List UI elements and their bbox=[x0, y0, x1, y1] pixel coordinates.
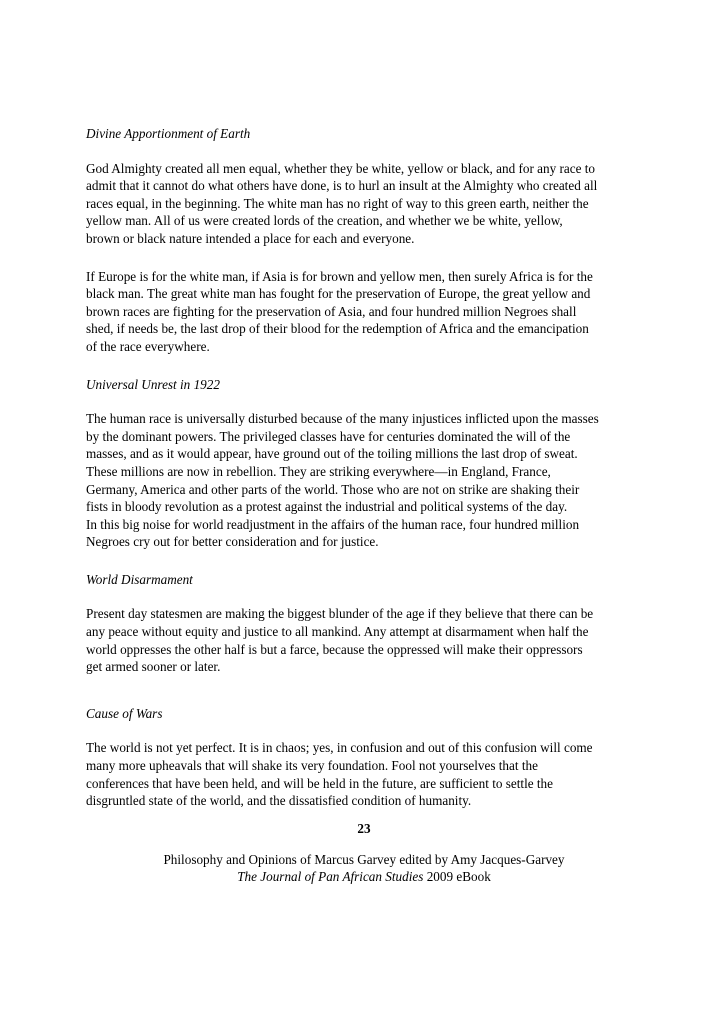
text-line: Negroes cry out for better consideration and for justice. bbox=[86, 534, 379, 550]
section-heading-divine-apportionment: Divine Apportionment of Earth bbox=[86, 126, 251, 141]
paragraph bbox=[86, 739, 646, 809]
text-line: disgruntled state of the world, and the dissatisfied condition of humanity. bbox=[86, 793, 472, 809]
text-line: brown or black nature intended a place for each and everyone. bbox=[86, 230, 415, 246]
paragraph bbox=[86, 268, 646, 356]
text-line: fists in bloody revolution as a protest against the industrial and political systems of the day. bbox=[86, 499, 568, 515]
paragraph bbox=[86, 410, 646, 551]
text-line: God Almighty created all men equal, whether they be white, yellow or black, and for any race to bbox=[86, 160, 596, 176]
text-line: get armed sooner or later. bbox=[86, 659, 221, 675]
text-line: shed, if needs be, the last drop of their blood for the redemption of Africa and the emancipation bbox=[86, 321, 589, 337]
text-line: brown races are fighting for the preservation of Asia, and four hundred million Negroes shall bbox=[86, 303, 577, 319]
section-heading-world-disarmament: World Disarmament bbox=[86, 571, 193, 587]
text-line: If Europe is for the white man, if Asia is for brown and yellow men, then surely Africa is for the bbox=[86, 268, 593, 284]
text-line: Germany, America and other parts of the world. Those who are not on strike are shaking their bbox=[86, 481, 580, 497]
text-line: These millions are now in rebellion. They are striking everywhere—in England, France, bbox=[86, 463, 551, 479]
text-line: by the dominant powers. The privileged classes have for centuries dominated the will of the bbox=[86, 428, 571, 444]
section-heading-cause-of-wars: Cause of Wars bbox=[86, 705, 163, 721]
footer-journal-line bbox=[0, 868, 728, 886]
text-line: The world is not yet perfect. It is in chaos; yes, in confusion and out of this confusion will come bbox=[86, 740, 593, 756]
document-body bbox=[86, 125, 646, 810]
text-line: any peace without equity and justice to all mankind. Any attempt at disarmament when half the bbox=[86, 624, 589, 640]
text-line: of the race everywhere. bbox=[86, 338, 210, 354]
text-line: admit that it cannot do what others have done, is to hurl an insult at the Almighty who created all bbox=[86, 178, 598, 194]
paragraph bbox=[86, 160, 646, 248]
text-line: In this big noise for world readjustment in the affairs of the human race, four hundred million bbox=[86, 516, 580, 532]
text-line: world oppresses the other half is but a farce, because the oppressed will make their oppressors bbox=[86, 641, 583, 657]
page-number: 23 bbox=[357, 821, 371, 836]
text-line: races equal, in the beginning. The white man has no right of way to this green earth, neither the bbox=[86, 195, 589, 211]
text-line: many more upheavals that will shake its very foundation. Fool not yourselves that the bbox=[86, 758, 538, 774]
text-line: masses, and as it would appear, have ground out of the toiling millions the last drop of sweat. bbox=[86, 446, 578, 462]
text-line: Present day statesmen are making the biggest blunder of the age if they believe that there can be bbox=[86, 606, 594, 622]
text-line: conferences that have been held, and will be held in the future, are sufficient to settle the bbox=[86, 775, 553, 791]
journal-title: The Journal of Pan African Studies bbox=[237, 869, 424, 884]
section-heading-universal-unrest: Universal Unrest in 1922 bbox=[86, 376, 220, 392]
text-line: The human race is universally disturbed because of the many injustices inflicted upon the masses bbox=[86, 411, 599, 427]
footer-citation: Philosophy and Opinions of Marcus Garvey edited by Amy Jacques-Garvey bbox=[163, 852, 565, 867]
paragraph bbox=[86, 605, 646, 675]
text-line: yellow man. All of us were created lords of the creation, and whether we be white, yellow, bbox=[86, 213, 563, 229]
journal-edition: 2009 eBook bbox=[423, 869, 491, 884]
text-line: black man. The great white man has fought for the preservation of Europe, the great yellow and bbox=[86, 286, 591, 302]
